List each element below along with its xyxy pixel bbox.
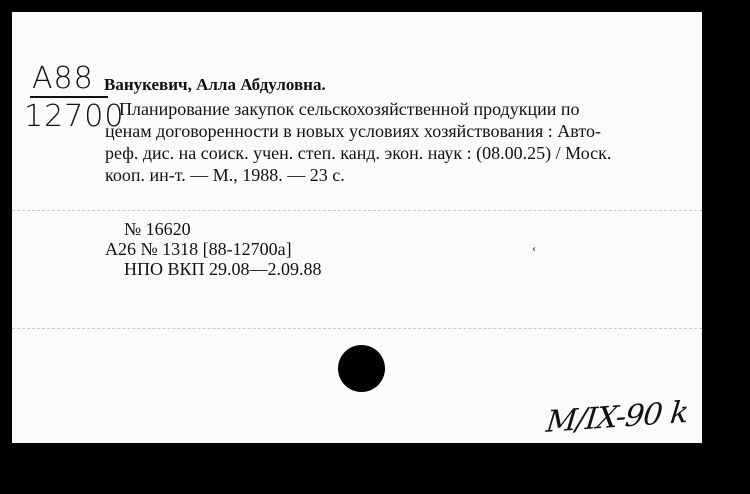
- punch-hole: [338, 345, 385, 392]
- description-line: Планирование закупок сельскохозяйственной продукции по: [119, 99, 580, 119]
- author-name: Ванукевич, Алла Абдуловна.: [104, 75, 326, 94]
- description-block: [105, 98, 665, 186]
- description-line: кооп. ин-т. — М., 1988. — 23 с.: [105, 165, 345, 185]
- call-number-top: A88: [32, 61, 94, 96]
- registry-line: А26 № 1318 [88-12700а]: [105, 239, 292, 259]
- catalog-card: [12, 12, 702, 443]
- dotted-rule: [12, 210, 702, 212]
- description-line: ценам договоренности в новых условиях хозяйствования : Авто-: [105, 121, 601, 141]
- npo-line: НПО ВКП 29.08—2.09.88: [124, 259, 322, 279]
- handwritten-signature: M/IX-90 k: [544, 395, 690, 440]
- record-number: № 16620: [124, 219, 191, 239]
- call-number-divider: [30, 96, 108, 98]
- stray-mark: ‹: [532, 244, 536, 255]
- call-number-bottom: 12700: [24, 99, 125, 134]
- dotted-rule: [12, 328, 702, 330]
- description-line: реф. дис. на соиск. учен. степ. канд. экон. наук : (08.00.25) / Моск.: [105, 143, 612, 163]
